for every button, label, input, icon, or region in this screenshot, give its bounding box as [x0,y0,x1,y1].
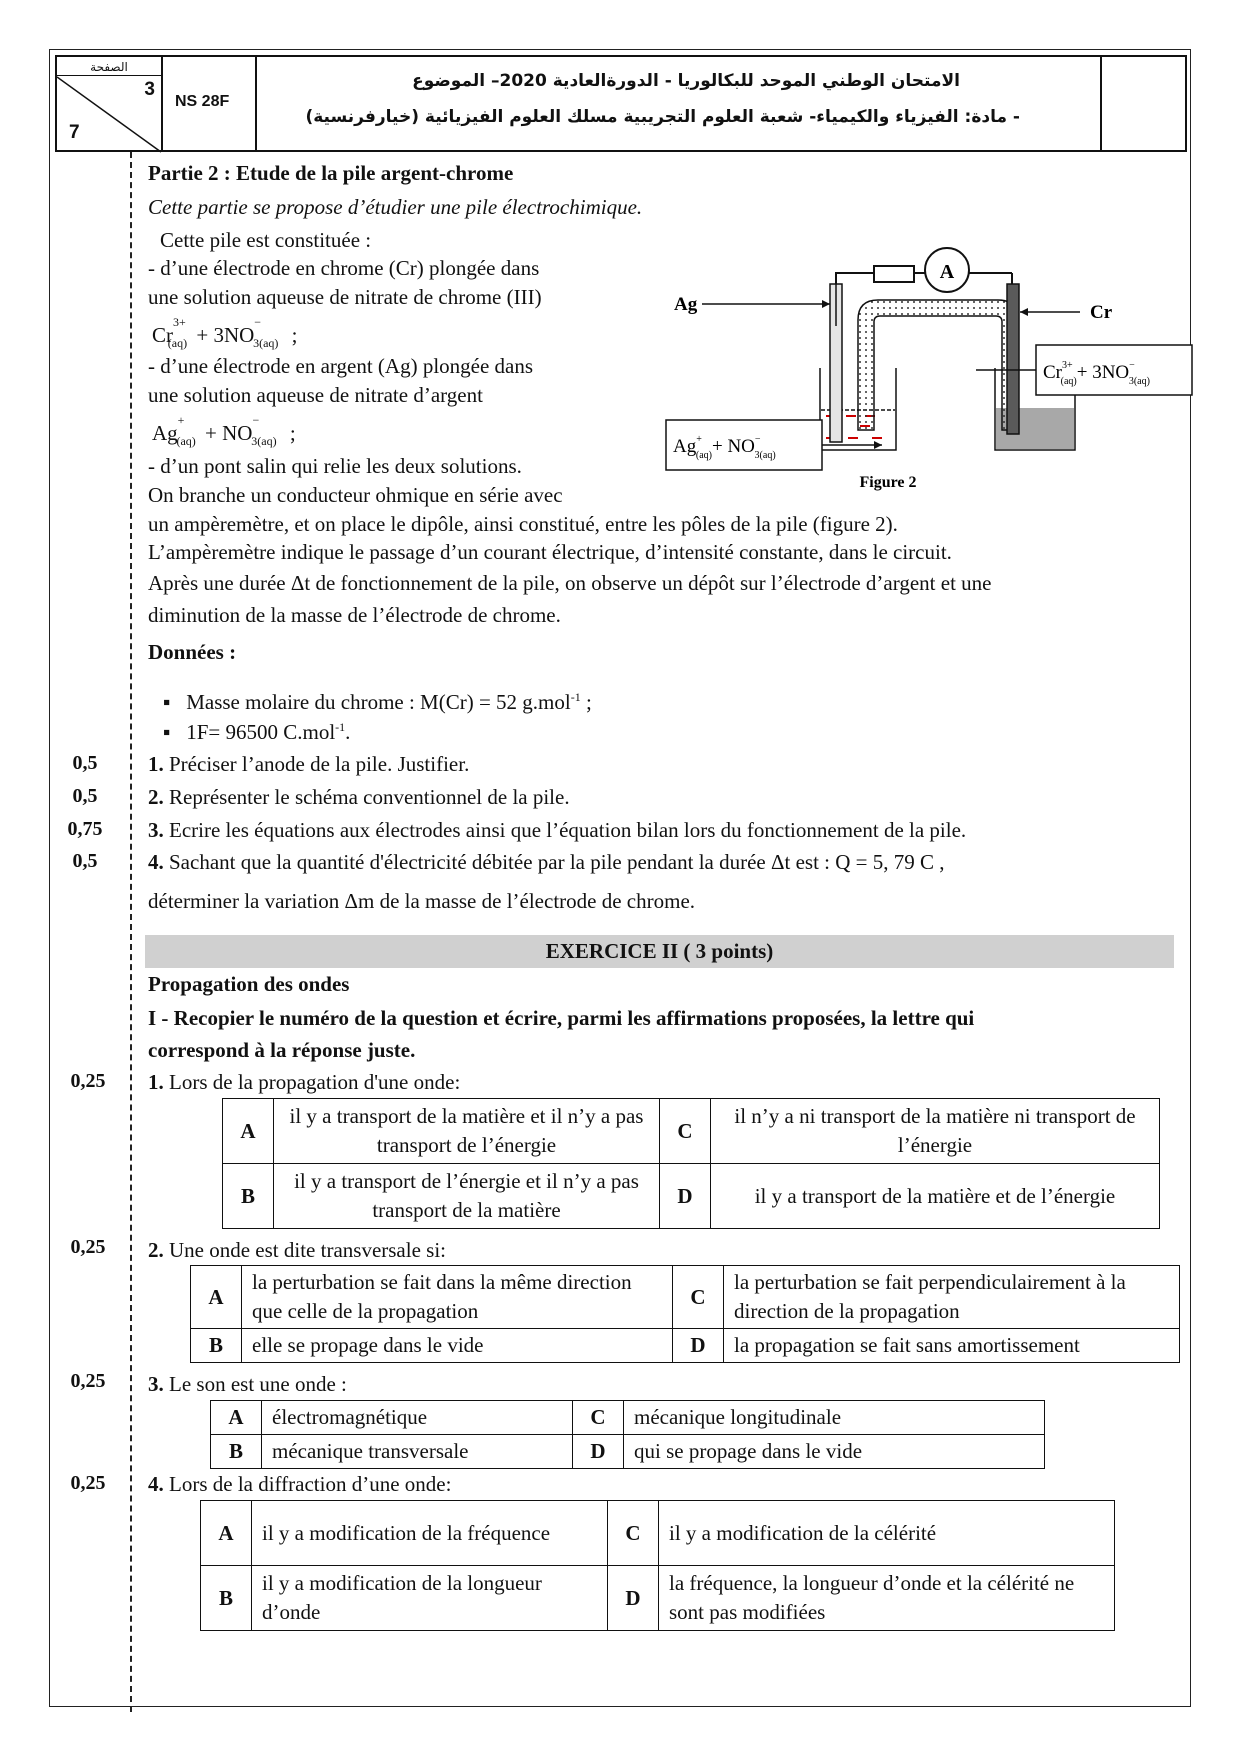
total-pages: 7 [69,122,80,143]
option-b: il y a modification de la longueur d’onde [252,1566,608,1631]
svg-text:Cr3+(aq)+ 3NO−3(aq): $Cr^{3+}$ (aq)+ 3NO− 3(aq) [1043,360,1150,387]
formula-silver-nitrate: $Ag^+_{(aq)} + NO^-_{3(aq)}$ ; [152,413,296,449]
option-letter-c: C [608,1501,659,1566]
option-b: mécanique transversale [262,1435,573,1469]
partie2-line1: Cette pile est constituée : [160,228,372,252]
margin-dashed-line [130,152,132,1712]
page-label: الصفحة [57,60,161,76]
option-a: il y a modification de la fréquence [252,1501,608,1566]
option-letter-b: B [191,1329,242,1363]
option-letter-a: A [211,1401,262,1435]
chrome-electrode [1007,284,1019,434]
option-letter-a: A [223,1099,274,1164]
ex2-q1-options [222,1098,1160,1229]
silver-label: Ag [674,294,698,315]
exercise-2-instruction-1: I - Recopier le numéro de la question et écrire, parmi les affirmations proposées, la lettre qui [148,1006,975,1030]
option-d: il y a transport de la matière et de l’énergie [711,1164,1160,1229]
option-c: la perturbation se fait perpendiculairement à la direction de la propagation [724,1266,1180,1329]
points-ex2-q3: 0,25 [70,1370,106,1392]
exam-code-box [163,57,257,150]
option-letter-c: C [673,1266,724,1329]
blank-box [1102,57,1185,150]
ex2-q4-options [200,1500,1115,1631]
page-number: 3 [144,79,155,100]
question-p2-1: 1. Préciser l’anode de la pile. Justifier. [148,752,470,776]
points-ex2-q1: 0,25 [70,1070,106,1092]
exercise-2-title: Propagation des ondes [148,972,350,996]
option-a: il y a transport de la matière et il n’y a pas transport de l’énergie [274,1099,660,1164]
svg-text:Ag+(aq)+ NO−3(aq): Ag+ (aq)+ NO− 3(aq) [673,434,776,461]
option-d: la fréquence, la longueur d’onde et la célérité ne sont pas modifiées [659,1566,1115,1631]
question-p2-4: 4. Sachant que la quantité d'électricité débitée par la pile pendant la durée Δt est : Q = 5, 79 C , [148,850,945,874]
points-q4: 0,5 [72,850,98,872]
partie2-title: Partie 2 : Etude de la pile argent-chrome [148,161,514,185]
partie2-line3: une solution aqueuse de nitrate de chrome (III) [148,285,542,309]
partie2-line11: L’ampèremètre indique le passage d’un courant électrique, d’intensité constante, dans le circuit. [148,540,952,564]
question-p2-4-cont: déterminer la variation Δm de la masse de l’électrode de chrome. [148,889,696,913]
option-b: elle se propage dans le vide [242,1329,673,1363]
partie2-line2: - d’une électrode en chrome (Cr) plongée dans [148,256,540,280]
partie2-line8: - d’un pont salin qui relie les deux solutions. [148,454,522,478]
option-c: mécanique longitudinale [624,1401,1045,1435]
figure-2-diagram [660,240,1200,500]
option-letter-c: C [573,1401,624,1435]
ex2-question-4: 4. Lors de la diffraction d’une onde: [148,1472,452,1496]
option-letter-c: C [660,1099,711,1164]
ex2-q2-options [190,1265,1180,1363]
partie2-line5: - d’une électrode en argent (Ag) plongée dans [148,354,534,378]
partie2-line12: Après une durée Δt de fonctionnement de la pile, on observe un dépôt sur l’électrode d’argent et une [148,571,992,595]
exam-code: NS 28F [175,93,230,110]
partie2-line13: diminution de la masse de l’électrode de chrome. [148,603,561,627]
option-d: qui se propage dans le vide [624,1435,1045,1469]
points-q1: 0,5 [72,752,98,774]
figure-caption: Figure 2 [859,474,917,491]
ex2-question-2: 2. Une onde est dite transversale si: [148,1238,446,1262]
option-letter-d: D [608,1566,659,1631]
question-p2-3: 3. Ecrire les équations aux électrodes ainsi que l’équation bilan lors du fonctionnement de la pile. [148,818,967,842]
option-c: il y a modification de la célérité [659,1501,1115,1566]
donnee-faraday: ▪ 1F= 96500 C.mol$^{-1}$. [163,720,351,744]
option-c: il n’y a ni transport de la matière ni transport de l’énergie [711,1099,1160,1164]
exam-header [55,55,1187,152]
partie2-line6: une solution aqueuse de nitrate d’argent [148,383,483,407]
question-p2-2: 2. Représenter le schéma conventionnel de la pile. [148,785,570,809]
page-number-box [57,57,163,150]
option-letter-b: B [211,1435,262,1469]
points-ex2-q2: 0,25 [70,1236,106,1258]
ex2-q3-options [210,1400,1045,1469]
option-letter-b: B [201,1566,252,1631]
option-letter-b: B [223,1164,274,1229]
chrome-label: Cr [1090,302,1113,323]
partie2-line9: On branche un conducteur ohmique en série avec [148,483,563,507]
donnee-molar-mass: ▪ Masse molaire du chrome : M(Cr) = 52 g.mol$^{-1}$ ; [163,690,592,714]
exam-title-line2: - مادة: الفيزياء والكيمياء- شعبة العلوم التجريبية مسلك العلوم الفيزيائية (خيارفرنسية) [305,107,1020,127]
ex2-question-1: 1. Lors de la propagation d'une onde: [148,1070,461,1094]
ex2-question-3: 3. Le son est une onde : [148,1372,347,1396]
exam-title-box [257,57,1102,150]
points-q2: 0,5 [72,785,98,807]
option-letter-d: D [660,1164,711,1229]
resistor [874,266,914,282]
option-b: il y a transport de l’énergie et il n’y a pas transport de la matière [274,1164,660,1229]
partie2-intro: Cette partie se propose d’étudier une pile électrochimique. [148,195,643,219]
ammeter-label: A [939,261,955,283]
donnees-title: Données : [148,640,237,664]
points-q3: 0,75 [67,818,103,840]
exam-title-line1: الامتحان الوطني الموحد للبكالوريا - الدورةالعادية 2020– الموضوع [412,71,960,91]
option-a: la perturbation se fait dans la même direction que celle de la propagation [242,1266,673,1329]
formula-chrome-nitrate: $Cr^{3+}_{(aq)} + 3NO^-_{3(aq)}$ ; [152,315,298,351]
option-letter-d: D [673,1329,724,1363]
option-letter-d: D [573,1435,624,1469]
partie2-line10: un ampèremètre, et on place le dipôle, ainsi constitué, entre les pôles de la pile (figure 2). [148,512,898,536]
option-letter-a: A [201,1501,252,1566]
exercise-2-banner: EXERCICE II ( 3 points) [145,935,1174,968]
option-a: électromagnétique [262,1401,573,1435]
option-letter-a: A [191,1266,242,1329]
exercise-2-instruction-2: correspond à la réponse juste. [148,1038,416,1062]
option-d: la propagation se fait sans amortissement [724,1329,1180,1363]
points-ex2-q4: 0,25 [70,1472,106,1494]
